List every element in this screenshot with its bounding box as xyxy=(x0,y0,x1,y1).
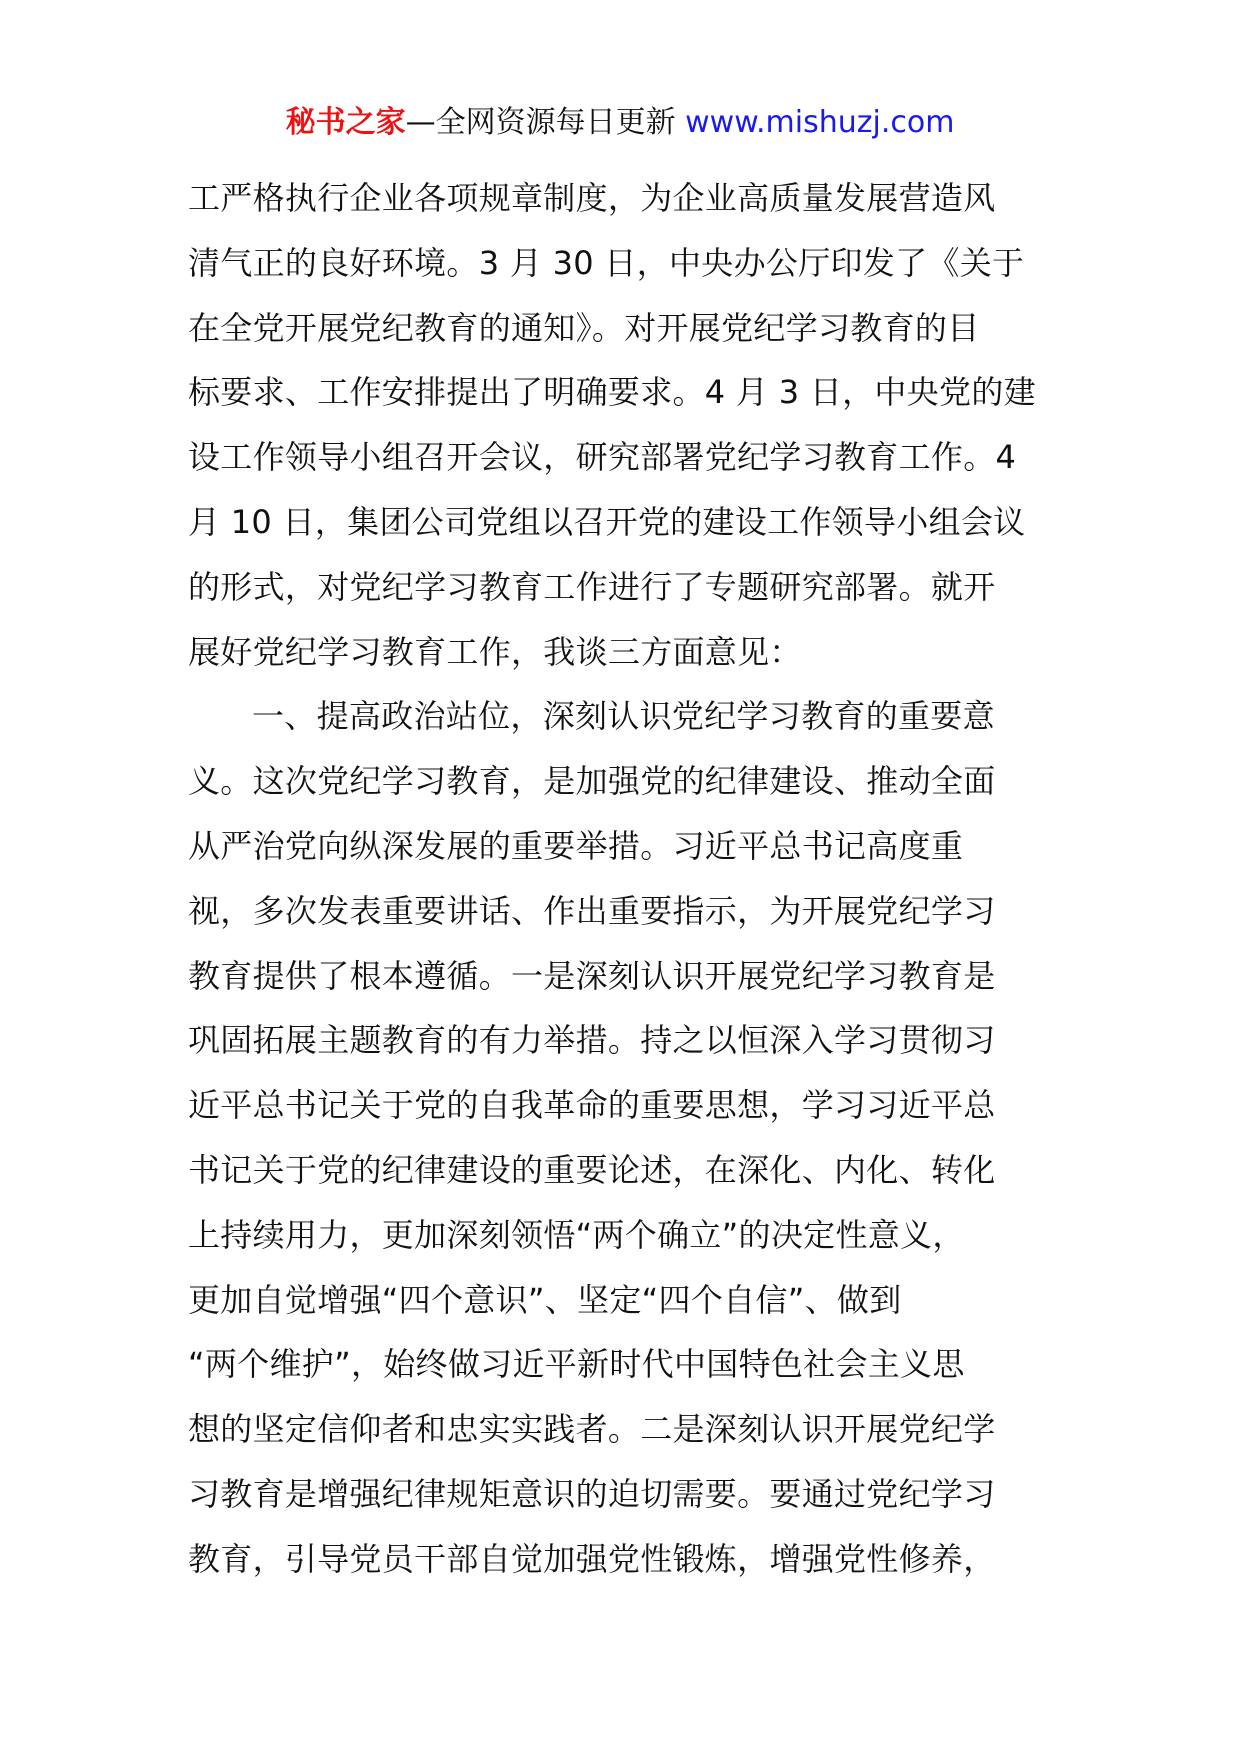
body-line: 的形式，对党纪学习教育工作进行了专题研究部署。就开 xyxy=(188,567,996,606)
body-line: 近平总书记关于党的自我革命的重要思想，学习习近平总 xyxy=(188,1086,996,1125)
header-tagline: —全网资源每日更新 xyxy=(405,105,676,140)
section-heading-line: 一、提高政治站位，深刻认识党纪学习教育的重要意 xyxy=(252,697,995,736)
body-line: 教育提供了根本遵循。一是深刻认识开展党纪学习教育是 xyxy=(188,956,996,995)
body-line: 设工作领导小组召开会议，研究部署党纪学习教育工作。4 xyxy=(188,438,1017,477)
body-line: 巩固拓展主题教育的有力举措。持之以恒深入学习贯彻习 xyxy=(188,1021,996,1060)
body-line: 视，多次发表重要讲话、作出重要指示，为开展党纪学习 xyxy=(188,891,996,930)
body-line: 从严治党向纵深发展的重要举措。习近平总书记高度重 xyxy=(188,826,964,865)
document-body xyxy=(188,166,1060,1592)
body-line: 工严格执行企业各项规章制度，为企业高质量发展营造风 xyxy=(188,179,996,217)
page-header xyxy=(0,100,1240,146)
body-line: “两个维护”，始终做习近平新时代中国特色社会主义思 xyxy=(188,1345,965,1384)
body-line: 标要求、工作安排提出了明确要求。4 月 3 日，中央党的建 xyxy=(188,373,1036,412)
body-line: 更加自觉增强“四个意识”、坚定“四个自信”、做到 xyxy=(188,1280,902,1319)
body-line: 教育，引导党员干部自觉加强党性锻炼，增强党性修养， xyxy=(188,1539,996,1578)
body-line: 展好党纪学习教育工作，我谈三方面意见： xyxy=(188,632,802,671)
body-line: 想的坚定信仰者和忠实实践者。二是深刻认识开展党纪学 xyxy=(188,1410,996,1449)
body-line: 义。这次党纪学习教育，是加强党的纪律建设、推动全面 xyxy=(188,762,996,801)
header-brand: 秘书之家 xyxy=(285,105,406,140)
header-site-link[interactable]: www.mishuzj.com xyxy=(685,105,955,140)
body-line: 上持续用力，更加深刻领悟“两个确立”的决定性意义， xyxy=(188,1215,965,1254)
body-line: 习教育是增强纪律规矩意识的迫切需要。要通过党纪学习 xyxy=(188,1474,996,1513)
body-line: 清气正的良好环境。3 月 30 日，中央办公厅印发了《关于 xyxy=(188,243,1025,282)
body-line: 书记关于党的纪律建设的重要论述，在深化、内化、转化 xyxy=(188,1150,996,1189)
body-line: 月 10 日，集团公司党组以召开党的建设工作领导小组会议 xyxy=(188,502,1026,541)
body-line: 在全党开展党纪教育的通知》。对开展党纪学习教育的目 xyxy=(188,308,980,347)
